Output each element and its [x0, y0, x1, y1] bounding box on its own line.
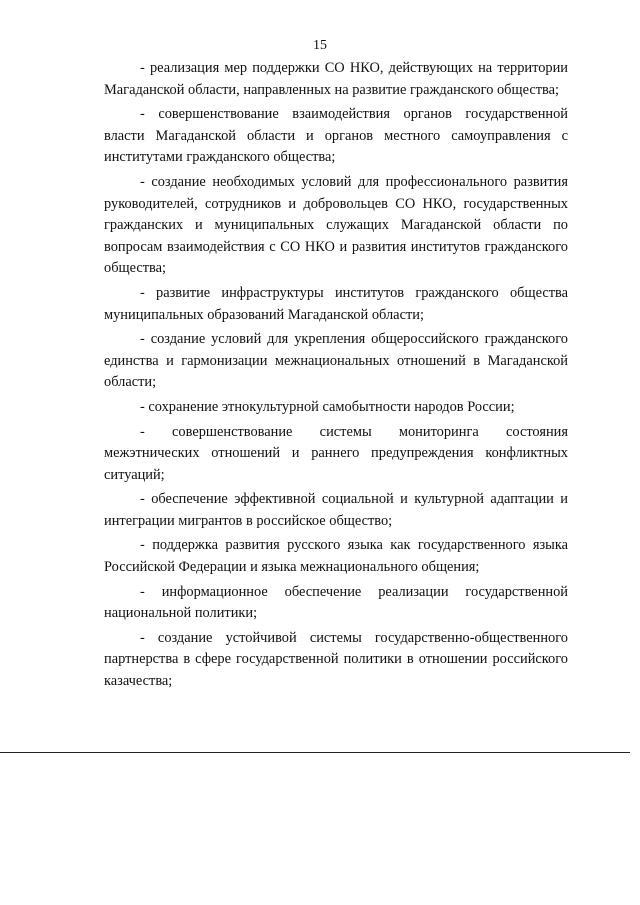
list-item: - сохранение этнокультурной самобытности народов России; — [140, 398, 515, 415]
page-number: 15 — [313, 38, 327, 53]
footer-divider — [0, 752, 630, 753]
document-body — [104, 58, 568, 696]
list-item: - обеспечение эффективной социальной и культурной адаптации и интеграции мигрантов в российское общество; — [104, 491, 568, 529]
list-item: - создание необходимых условий для профессионального развития руководителей, сотрудников и добровольцев СО НКО, государственных гражданских и муниципальных служащих Магаданской области по вопросам взаимодействия с СО НКО и развития институтов гражданского общества; — [104, 173, 568, 277]
list-item: - развитие инфраструктуры институтов гражданского общества муниципальных образований Магаданской области; — [104, 284, 568, 323]
list-item: - создание условий для укрепления общероссийского гражданского единства и гармонизации межнациональных отношений в Магаданской области; — [104, 331, 568, 391]
list-item: - реализация мер поддержки СО НКО, действующих на территории Магаданской области, направленных на развитие гражданского общества; — [104, 60, 568, 98]
list-item: - совершенствование взаимодействия органов государственной власти Магаданской области и органов местного самоуправления с институтами гражданского общества; — [104, 106, 568, 166]
list-item: - создание устойчивой системы государственно-общественного партнерства в сфере государственной политики в отношении российского казачества; — [104, 629, 568, 690]
list-item: - поддержка развития русского языка как государственного языка Российской Федерации и языка межнационального общения; — [104, 537, 568, 576]
list-item: - совершенствование системы мониторинга состояния межэтнических отношений и раннего предупреждения конфликтных ситуаций; — [104, 423, 568, 483]
list-item: - информационное обеспечение реализации государственной национальной политики; — [104, 583, 568, 622]
